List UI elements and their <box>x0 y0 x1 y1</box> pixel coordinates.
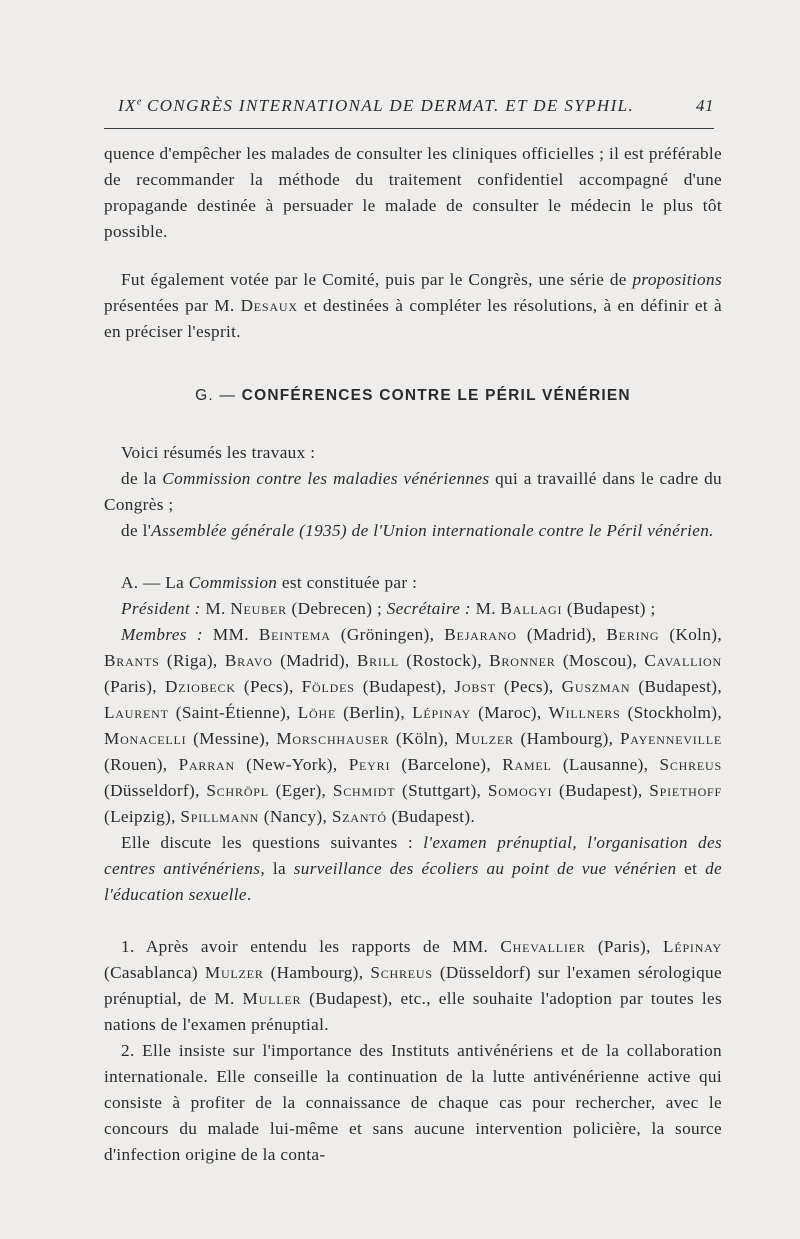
members-container <box>104 625 722 826</box>
member-name: Guszman <box>561 677 631 696</box>
member-name: Cavallion <box>644 651 722 670</box>
running-head-title <box>118 96 634 116</box>
header-rule <box>104 128 714 129</box>
member-city: (Rouen), <box>104 755 179 774</box>
member-name: Schreus <box>659 755 722 774</box>
section-heading: G. — CONFÉRENCES CONTRE LE PÉRIL VÉNÉRIEN <box>195 387 631 404</box>
numbered-item-2: 2. Elle insiste sur l'importance des Instituts antivénériens et de la collaboration internationale. Elle conseille la continuation de la lutte antivénérienne active qui consiste à profiter de la connaissance de chaque cas pour rechercher, avec le concours du malade lui-même et sans aucune intervention policière, la source d'infection origine de la conta- <box>104 1041 722 1164</box>
member-name: Beintema <box>258 625 331 644</box>
section-a-lead: A. — La Commission est constituée par : <box>121 573 418 592</box>
member-name: Dziobeck <box>165 677 236 696</box>
member-city: (Eger), <box>268 781 333 800</box>
member-city: (Leipzig), <box>104 807 181 826</box>
officers-line: Président : M. Neuber (Debrecen) ; Secrétaire : M. Ballagi (Budapest) ; <box>121 599 656 618</box>
member-name: Schmidt <box>332 781 396 800</box>
member-name: Bronner <box>489 651 556 670</box>
member-name: Mulzer <box>455 729 514 748</box>
body-text <box>104 141 722 1168</box>
numbered-item-1: 1. Après avoir entendu les rapports de MM. Chevallier (Paris), Lépinay (Casablanca) Mulzer (Hambourg), Schreus (Düsseldorf) sur l'examen sérologique prénuptial, de M. Muller (Budapest), etc., elle souhaite l'adoption par toutes les nations de l'examen prénuptial. <box>104 937 723 1034</box>
running-head <box>104 96 714 122</box>
member-city: (Paris), <box>104 677 165 696</box>
member-city: (Madrid), <box>272 651 357 670</box>
member-name: Bravo <box>224 651 273 670</box>
member-name: Spillmann <box>180 807 260 826</box>
member-name: Willners <box>548 703 621 722</box>
member-city: (Moscou), <box>555 651 645 670</box>
member-city: (Pecs), <box>235 677 302 696</box>
member-city: (Stockholm), <box>620 703 723 722</box>
member-name: Spiethoff <box>649 781 723 800</box>
member-city: (Hambourg), <box>513 729 620 748</box>
member-city: (Nancy), <box>259 807 332 826</box>
member-name: Morschhauser <box>276 729 390 748</box>
member-name: Lépinay <box>412 703 472 722</box>
member-city: (Rostock), <box>398 651 490 670</box>
member-name: Löhe <box>297 703 337 722</box>
person-name: Desaux <box>240 296 298 315</box>
intro-line: Voici résumés les travaux : <box>121 443 316 462</box>
congress-title: CONGRÈS INTERNATIONAL DE DERMAT. ET DE SYPHIL. <box>141 96 635 115</box>
paragraph-continuation: quence d'empêcher les malades de consulter les cliniques officielles ; il est préférable de recommander la méthode du traitement confidentiel accompagné d'une propagande destinée à persuader le malade de consulter le médecin le plus tôt possible. <box>104 144 722 241</box>
member-name: Schröpl <box>206 781 269 800</box>
member-city: (Düsseldorf), <box>104 781 207 800</box>
president-name: Neuber <box>230 599 287 618</box>
member-name: Bejarano <box>444 625 517 644</box>
member-name: Peyri <box>348 755 391 774</box>
member-city: (Gröningen), <box>330 625 445 644</box>
member-name: Bering <box>606 625 660 644</box>
member-city: (Messine), <box>186 729 277 748</box>
member-city: (Köln), <box>389 729 456 748</box>
member-city: (Berlin), <box>336 703 413 722</box>
member-name: Jobst <box>454 677 496 696</box>
member-city: (New-York), <box>234 755 349 774</box>
member-city: (Budapest), <box>354 677 455 696</box>
member-name: Monacelli <box>104 729 187 748</box>
member-name: Brants <box>104 651 160 670</box>
member-name: Brill <box>356 651 399 670</box>
member-city: (Pecs), <box>495 677 562 696</box>
member-city: (Riga), <box>159 651 225 670</box>
member-name: Laurent <box>104 703 169 722</box>
member-city: (Madrid), <box>516 625 607 644</box>
intro-commission: de la Commission contre les maladies vénériennes qui a travaillé dans le cadre du Congrès ; <box>104 469 722 514</box>
member-city: (Barcelone), <box>390 755 503 774</box>
member-city: (Budapest) <box>386 807 471 826</box>
member-name: Földes <box>301 677 355 696</box>
member-name: Somogyi <box>487 781 553 800</box>
roman-numeral: IX <box>118 96 137 115</box>
member-city: (Saint-Étienne), <box>168 703 298 722</box>
member-city: (Budapest), <box>552 781 650 800</box>
member-name: Szantó <box>331 807 387 826</box>
member-city: (Budapest), <box>630 677 722 696</box>
member-name: Parran <box>178 755 235 774</box>
member-name: Payenneville <box>619 729 722 748</box>
members-list: Membres : MM. Beintema (Gröningen), Bejarano (Madrid), Bering (Koln), Brants (Riga), Bravo (Madrid), Brill (Rostock), Bronner (Moscou), Cavallion (Paris), Dziobeck (Pecs), Földes (Budapest), Jobst (Pecs), Guszman (Budapest), Laurent (Saint-Étienne), Löhe (Berlin), Lépinay (Maroc), Willners (Stockholm), Monacelli (Messine), Morschhauser (Köln), Mulzer (Hambourg), Payenneville (Rouen), Parran (New-York), Peyri (Barcelone), Ramel (Lausanne), Schreus (Düsseldorf), Schröpl (Eger), Schmidt (Stuttgart), Somogyi (Budapest), Spiethoff (Leipzig), Spillmann (Nancy), Szantó (Budapest). <box>104 625 723 826</box>
member-city: (Stuttgart), <box>395 781 488 800</box>
member-city: (Koln), <box>659 625 722 644</box>
member-name: Ramel <box>502 755 552 774</box>
secretary-name: Ballagi <box>500 599 563 618</box>
member-city: (Maroc), <box>471 703 549 722</box>
member-city: (Lausanne), <box>551 755 660 774</box>
ordinal-superscript: e <box>136 96 142 108</box>
discussion-topics: Elle discute les questions suivantes : l'examen prénuptial, l'organisation des centres antivénériens, la surveillance des écoliers au point de vue vénérien et de l'éducation sexuelle. <box>104 833 723 904</box>
paragraph-propositions: Fut également votée par le Comité, puis par le Congrès, une série de propositions présentées par M. Desaux et destinées à compléter les résolutions, à en définir et à en préciser l'esprit. <box>104 270 722 341</box>
page-number: 41 <box>696 96 714 115</box>
intro-assembly: de l'Assemblée générale (1935) de l'Union internationale contre le Péril vénérien. <box>121 521 714 540</box>
